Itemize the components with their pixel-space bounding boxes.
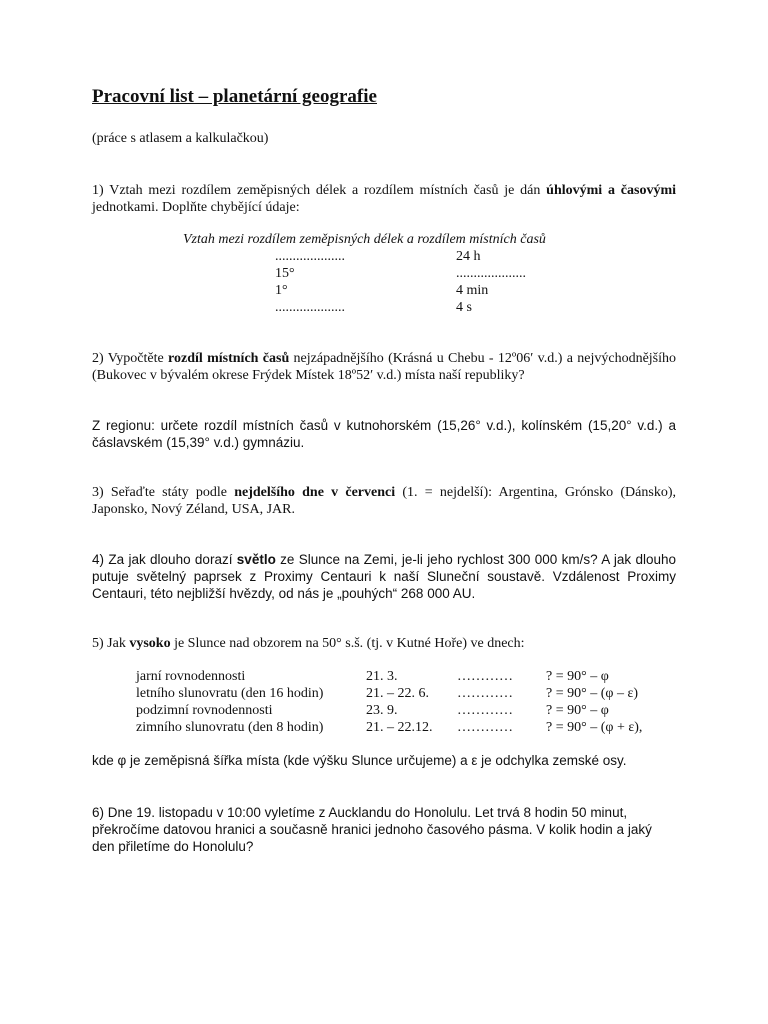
subtitle: (práce s atlasem a kalkulačkou) (92, 131, 269, 146)
q5-text-bold: vysoko (129, 636, 171, 651)
q3-text-bold: nejdelšího dne v červenci (234, 485, 396, 500)
q1-row-4-left: .................... (275, 300, 345, 315)
q5-text-a: 5) Jak (92, 636, 130, 651)
q2-text-bold: rozdíl místních časů (168, 351, 290, 366)
q1-row-3-left: 1° (275, 283, 288, 298)
q5-row-4-name: zimního slunovratu (den 8 hodin) (136, 720, 324, 735)
q4-text-a: 4) Za jak dlouho dorazí (92, 552, 237, 567)
question-2-text (92, 350, 676, 384)
q2-text-a: 2) Vypočtěte (92, 351, 169, 366)
q1-text-c: jednotkami. Doplňte chybějící údaje: (92, 200, 300, 215)
q1-text-a: 1) Vztah mezi rozdílem zeměpisných délek a rozdílem místních časů je dán (92, 183, 547, 198)
q1-text-bold: úhlovými a časovými (546, 183, 676, 198)
question-2-region: Z regionu: určete rozdíl místních časů v kutnohorském (15,26° v.d.), kolínském (15,20° v.d.) a čáslavském (15,39° v.d.) gymnáziu. (92, 418, 676, 450)
q5-row-4-dots: ………… (457, 720, 513, 735)
q5-row-3-formula: ? = 90° – φ (546, 703, 609, 718)
q3-text-a: 3) Seřaďte státy podle (92, 485, 235, 500)
q5-note: kde φ je zeměpisná šířka místa (kde výšku Slunce určujeme) a ε je odchylka zemské osy. (92, 753, 627, 768)
question-5-text (92, 636, 525, 652)
q3-text-c: (1. = nejdelší): Argentina, Grónsko (Dánsko), Japonsko, Nový Zéland, USA, JAR. (92, 485, 676, 517)
question-1-text (92, 182, 676, 216)
q1-row-1-left: .................... (275, 249, 345, 264)
q1-row-3-right: 4 min (456, 283, 489, 298)
q5-row-3-dots: ………… (457, 703, 513, 718)
q2-text-c: nejzápadnějšího (Krásná u Chebu - 12º06′ v.d.) a nejvýchodnějšího (Bukovec v bývalém okrese Frýdek Místek 18º52′ v.d.) místa naší republiky? (92, 351, 677, 383)
q4-text-bold: světlo (236, 552, 276, 567)
page-title: Pracovní list – planetární geografie (92, 86, 377, 107)
q1-row-2-right: .................... (456, 266, 526, 281)
q5-row-4-formula: ? = 90° – (φ + ε), (546, 720, 643, 735)
q5-row-2-name: letního slunovratu (den 16 hodin) (136, 686, 324, 701)
q5-row-2-date: 21. – 22. 6. (366, 686, 429, 701)
q4-text-c: ze Slunce na Zemi, je-li jeho rychlost 300 000 km/s? A jak dlouho putuje světelný paprsek z Proximy Centauri k naší Sluneční soustavě. Vzdálenost Proximy Centauri, této nejbližší hvězdy, od nás je „pouhých“ 268 000 AU. (92, 552, 676, 601)
q5-row-1-name: jarní rovnodennosti (136, 669, 246, 684)
question-4-text (92, 551, 676, 602)
q1-row-1-right: 24 h (456, 249, 481, 264)
question-3-text (92, 484, 676, 518)
q1-row-2-left: 15° (275, 266, 295, 281)
q5-row-3-date: 23. 9. (366, 703, 398, 718)
question-6-text: 6) Dne 19. listopadu v 10:00 vyletíme z Aucklandu do Honolulu. Let trvá 8 hodin 50 minut, překročíme datovou hranici a současně hranici jednoho časového pásma. V kolik hodin a jaký den přiletíme do Honolulu? (92, 805, 652, 854)
q5-row-1-dots: ………… (457, 669, 513, 684)
q5-row-1-date: 21. 3. (366, 669, 398, 684)
q5-text-c: je Slunce nad obzorem na 50° s.š. (tj. v Kutné Hoře) ve dnech: (170, 636, 525, 651)
q5-row-4-date: 21. – 22.12. (366, 720, 433, 735)
q5-row-3-name: podzimní rovnodennosti (136, 703, 273, 718)
q1-row-4-right: 4 s (456, 300, 472, 315)
q5-row-1-formula: ? = 90° – φ (546, 669, 609, 684)
q5-row-2-formula: ? = 90° – (φ – ε) (546, 686, 638, 701)
q5-row-2-dots: ………… (457, 686, 513, 701)
q1-table-title: Vztah mezi rozdílem zeměpisných délek a rozdílem místních časů (183, 232, 546, 247)
